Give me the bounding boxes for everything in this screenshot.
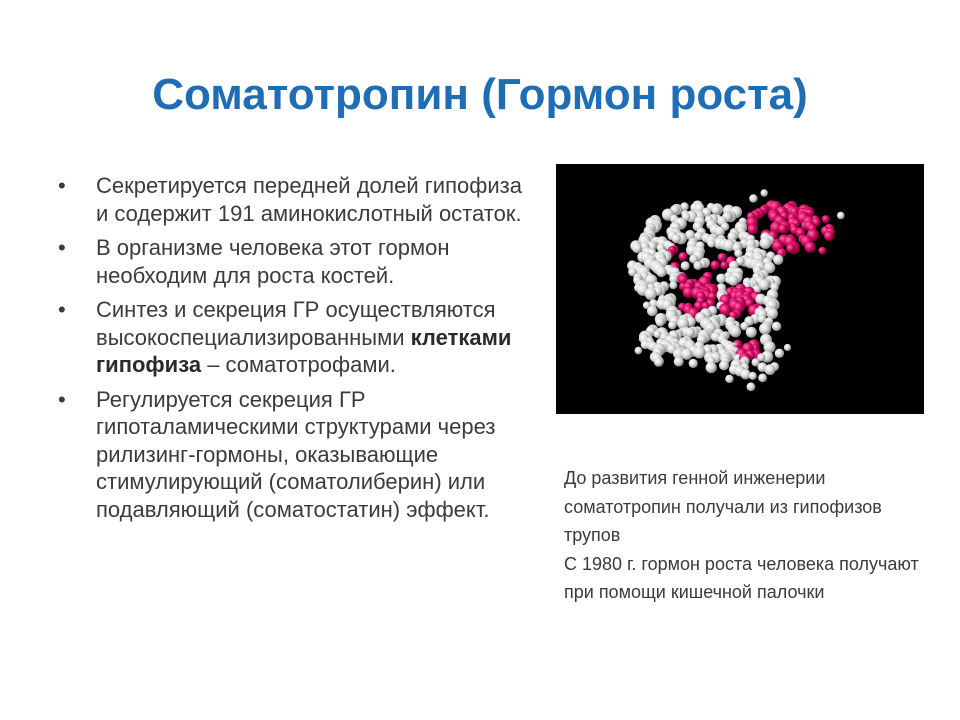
bullet-text: Регулируется секреция ГР гипоталамическими структурами через рилизинг-гормоны, оказывающие стимулирующий (соматолиберин) или подавляющий (соматостатин) эффект. <box>96 386 496 522</box>
molecule-atom <box>747 382 756 391</box>
molecule-atom <box>712 205 721 214</box>
molecule-atom <box>672 234 681 243</box>
molecule-atom <box>707 240 715 248</box>
molecule-atom <box>693 346 705 358</box>
caption-line-history: До развития генной инженерии соматотропин получали из гипофизов трупов <box>564 468 882 545</box>
molecule-atom <box>669 281 677 289</box>
bullet-dot: • <box>58 173 66 198</box>
bullet-text-before: Синтез и секреция ГР осуществляются высокоспециализированными <box>96 297 496 350</box>
molecule-atom <box>645 288 657 300</box>
protein-molecule-icon <box>556 164 924 414</box>
molecule-atom <box>718 253 727 262</box>
molecule-atom <box>635 347 643 355</box>
molecule-atom <box>725 375 733 383</box>
molecule-atom <box>681 261 690 270</box>
molecule-atom <box>719 360 729 370</box>
slide-title: Соматотропин (Гормон роста) <box>152 70 808 119</box>
bullet-text: Секретируется передней долей гипофиза и содержит 191 аминокислотный остаток. <box>96 173 522 226</box>
caption-text-block <box>564 464 924 607</box>
bullet-item-secretion <box>56 172 526 227</box>
molecule-atom <box>647 306 658 317</box>
bullet-item-synthesis <box>56 296 526 379</box>
molecule-atom <box>689 359 698 368</box>
molecule-atom <box>772 322 781 331</box>
protein-molecule-image <box>556 164 924 414</box>
molecule-atom <box>837 212 845 220</box>
molecule-atom <box>778 224 787 233</box>
bullet-dot: • <box>58 235 66 260</box>
bullet-item-bone-growth <box>56 234 526 289</box>
molecule-atom <box>747 224 758 235</box>
molecule-atom <box>758 373 767 382</box>
bullet-dot: • <box>58 386 66 412</box>
molecule-atom <box>679 252 688 261</box>
molecule-atom <box>728 275 739 286</box>
molecule-atom <box>654 358 663 367</box>
molecule-atom <box>749 372 757 380</box>
bullet-text-bold: клетками гипофиза <box>96 324 512 377</box>
bullet-list <box>56 172 526 530</box>
molecule-atom <box>759 323 771 335</box>
molecule-atom <box>746 327 757 338</box>
molecule-atom <box>706 362 717 373</box>
molecule-atom <box>668 321 677 330</box>
bullet-item-regulation <box>56 386 526 524</box>
molecule-atom <box>786 244 796 254</box>
molecule-atom <box>784 344 791 351</box>
molecule-atom <box>632 243 642 253</box>
molecule-atom <box>818 247 826 255</box>
molecule-atom <box>775 349 784 358</box>
molecule-atom <box>749 194 757 202</box>
molecule-atom <box>761 189 768 196</box>
bullet-dot: • <box>58 297 66 322</box>
molecule-atom <box>765 364 776 375</box>
molecule-atom <box>824 231 834 241</box>
molecule-atom <box>711 260 720 269</box>
molecule-atom <box>656 267 666 277</box>
caption-line-modern: С 1980 г. гормон роста человека получают при помощи кишечной палочки <box>564 553 919 602</box>
molecule-atom <box>674 357 684 367</box>
molecule-atom <box>805 242 816 253</box>
molecule-atom <box>656 318 665 327</box>
bullet-text: В организме человека этот гормон необходим для роста костей. <box>96 235 450 288</box>
bullet-text-after: – соматотрофами. <box>201 352 396 377</box>
molecule-atom <box>734 249 742 257</box>
molecule-atom <box>730 326 741 337</box>
molecule-atom <box>720 261 728 269</box>
molecule-atom <box>773 255 783 265</box>
molecule-atom <box>822 215 830 223</box>
molecule-atom <box>760 237 772 249</box>
molecule-atom <box>693 261 702 270</box>
molecule-atom <box>681 348 692 359</box>
molecule-atom <box>716 274 726 284</box>
